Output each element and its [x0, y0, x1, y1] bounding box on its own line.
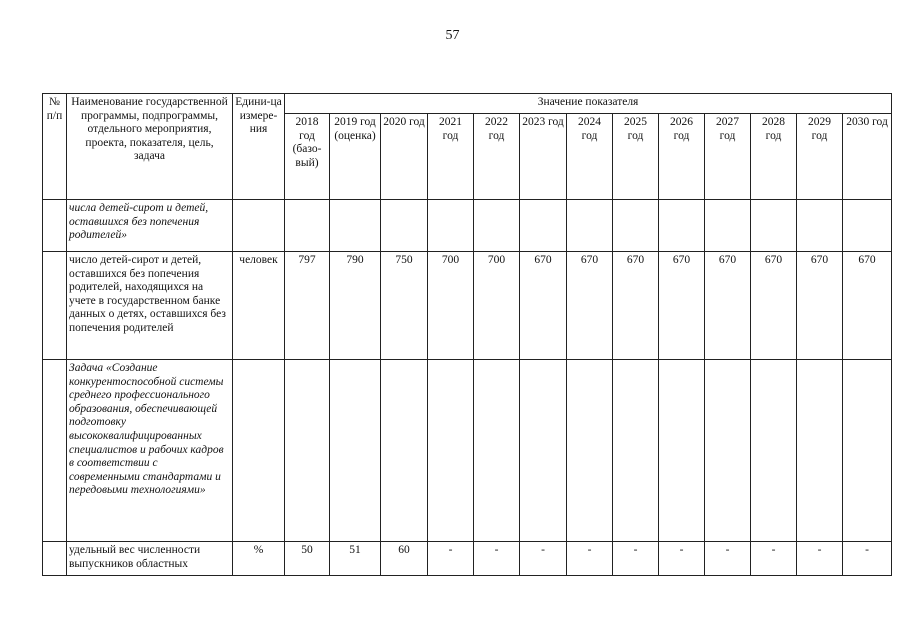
- row-unit-cell: %: [233, 542, 285, 576]
- value-cell: -: [520, 542, 567, 576]
- header-year: 2030 год: [843, 114, 892, 200]
- header-unit: Едини-ца измере-ния: [233, 94, 285, 200]
- value-cell: 670: [751, 252, 797, 360]
- value-cell: -: [613, 542, 659, 576]
- header-year: 2026 год: [659, 114, 705, 200]
- header-year: 2018 год (базо-вый): [285, 114, 330, 200]
- header-values-group: Значение показателя: [285, 94, 892, 114]
- value-cell: [381, 360, 428, 542]
- value-cell: [705, 200, 751, 252]
- value-cell: [843, 360, 892, 542]
- row-name-cell: числа детей-сирот и детей, оставшихся без попечения родителей»: [67, 200, 233, 252]
- row-num-cell: [43, 200, 67, 252]
- value-cell: [751, 200, 797, 252]
- header-year: 2025 год: [613, 114, 659, 200]
- value-cell: 670: [843, 252, 892, 360]
- row-name-cell: удельный вес численности выпускников областных: [67, 542, 233, 576]
- value-cell: [428, 200, 474, 252]
- row-name-cell: Задача «Создание конкурентоспособной системы среднего профессионального образования, обеспечивающей подготовку высококвалифицированных специалистов и рабочих кадров в соответствии с современными стандартами и передовыми технологиями»: [67, 360, 233, 542]
- header-num: № п/п: [43, 94, 67, 200]
- row-num-cell: [43, 542, 67, 576]
- value-cell: [613, 360, 659, 542]
- table-row: [43, 200, 892, 252]
- row-unit-cell: [233, 360, 285, 542]
- value-cell: [567, 200, 613, 252]
- header-year: 2022 год: [474, 114, 520, 200]
- value-cell: -: [428, 542, 474, 576]
- value-cell: 700: [428, 252, 474, 360]
- page-number: 57: [445, 28, 460, 43]
- value-cell: [705, 360, 751, 542]
- value-cell: [659, 360, 705, 542]
- table-row: [43, 360, 892, 542]
- header-year: 2027 год: [705, 114, 751, 200]
- value-cell: 670: [567, 252, 613, 360]
- value-cell: [567, 360, 613, 542]
- value-cell: -: [474, 542, 520, 576]
- table-row: [43, 252, 892, 360]
- value-cell: -: [751, 542, 797, 576]
- row-unit-cell: человек: [233, 252, 285, 360]
- value-cell: -: [797, 542, 843, 576]
- row-num-cell: [43, 252, 67, 360]
- value-cell: 50: [285, 542, 330, 576]
- value-cell: -: [659, 542, 705, 576]
- row-num-cell: [43, 360, 67, 542]
- header-name: Наименование государственной программы, подпрограммы, отдельного мероприятия, проекта, показателя, цель, задача: [67, 94, 233, 200]
- value-cell: [428, 360, 474, 542]
- table-row: [43, 542, 892, 576]
- header-year: 2020 год: [381, 114, 428, 200]
- header-year: 2024 год: [567, 114, 613, 200]
- value-cell: 750: [381, 252, 428, 360]
- header-year: 2023 год: [520, 114, 567, 200]
- value-cell: [285, 200, 330, 252]
- value-cell: 700: [474, 252, 520, 360]
- indicator-table: [42, 93, 892, 576]
- value-cell: [843, 200, 892, 252]
- header-year: 2021 год: [428, 114, 474, 200]
- value-cell: [330, 200, 381, 252]
- value-cell: [613, 200, 659, 252]
- value-cell: 790: [330, 252, 381, 360]
- value-cell: [797, 360, 843, 542]
- value-cell: 60: [381, 542, 428, 576]
- value-cell: 670: [705, 252, 751, 360]
- value-cell: [520, 360, 567, 542]
- value-cell: 670: [659, 252, 705, 360]
- row-unit-cell: [233, 200, 285, 252]
- value-cell: -: [843, 542, 892, 576]
- header-year: 2029 год: [797, 114, 843, 200]
- value-cell: 670: [520, 252, 567, 360]
- value-cell: [520, 200, 567, 252]
- value-cell: 797: [285, 252, 330, 360]
- value-cell: -: [567, 542, 613, 576]
- value-cell: [285, 360, 330, 542]
- value-cell: [797, 200, 843, 252]
- value-cell: -: [705, 542, 751, 576]
- value-cell: [330, 360, 381, 542]
- row-name-cell: число детей-сирот и детей, оставшихся без попечения родителей, находящихся на учете в государственном банке данных о детях, оставшихся без попечения родителей: [67, 252, 233, 360]
- value-cell: [474, 360, 520, 542]
- value-cell: [381, 200, 428, 252]
- header-year: 2028 год: [751, 114, 797, 200]
- header-year: 2019 год (оценка): [330, 114, 381, 200]
- value-cell: [474, 200, 520, 252]
- value-cell: 51: [330, 542, 381, 576]
- value-cell: [659, 200, 705, 252]
- value-cell: 670: [613, 252, 659, 360]
- value-cell: [751, 360, 797, 542]
- value-cell: 670: [797, 252, 843, 360]
